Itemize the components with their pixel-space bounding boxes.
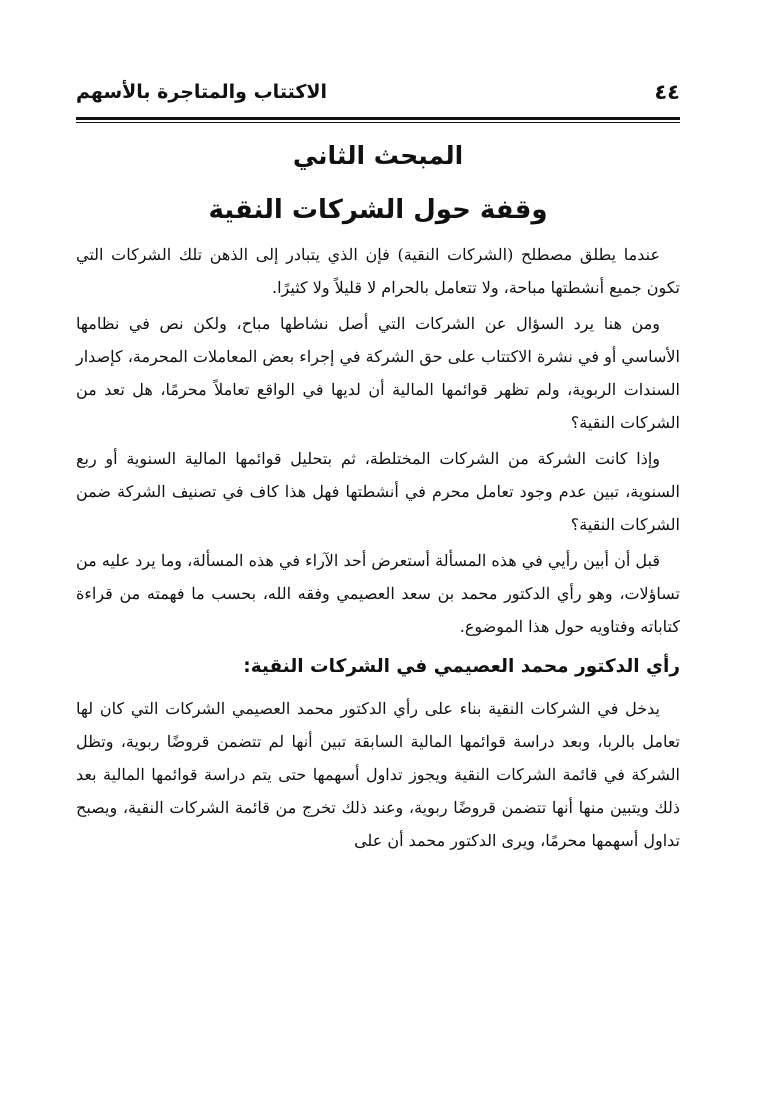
paragraph: قبل أن أبين رأيي في هذه المسألة أستعرض أحد الآراء في هذه المسألة، وما يرد عليه من تساؤلات، وهو رأي الدكتور محمد بن سعد العصيمي وفقه الله، بحسب ما فهمته من قراءة كتاباته وفتاويه حول هذا الموضوع. xyxy=(76,551,680,636)
paragraph: ومن هنا يرد السؤال عن الشركات التي أصل نشاطها مباح، ولكن نص في نظامها الأساسي أو في نشرة الاكتتاب على حق الشركة في إجراء بعض المعاملات المحرمة، كإصدار السندات الربوية، ولم تظهر قوائمها المالية أن لديها في الواقع تعاملاً محرمًا، هل تعد من الشركات النقية؟ xyxy=(76,314,680,432)
page-header xyxy=(76,74,680,114)
paragraph: عندما يطلق مصطلح (الشركات النقية) فإن الذي يتبادر إلى الذهن تلك الشركات التي تكون جميع أنشطتها مباحة، ولا تتعامل بالحرام لا قليلاً ولا كثيرًا. xyxy=(76,245,680,297)
section-label: المبحث الثاني xyxy=(292,141,464,170)
paragraph: وإذا كانت الشركة من الشركات المختلطة، ثم بتحليل قوائمها المالية السنوية أو ربع السنوية، تبين عدم وجود تعامل محرم في أنشطتها فهل هذا كاف في تصنيف الشركة ضمن الشركات النقية؟ xyxy=(76,449,681,534)
header-rule xyxy=(76,117,680,123)
body-text xyxy=(76,238,680,860)
paragraph: يدخل في الشركات النقية بناء على رأي الدكتور محمد العصيمي الشركات التي كان لها تعامل بالربا، وبعد دراسة قوائمها المالية السابقة تبين أنها لم تتضمن قروضًا ربوية، وتظل الشركة في قائمة الشركات النقية ويجوز تداول أسهمها حتى يتم دراسة قوائمها المالية بعد ذلك ويتبين منها أنها تتضمن قروضًا ربوية، وعند ذلك تخرج من قائمة الشركات النقية، ويصبح تداول أسهمها محرمًا، ويرى الدكتور محمد أن على xyxy=(76,699,680,850)
running-title: الاكتتاب والمتاجرة بالأسهم xyxy=(76,81,328,103)
page-number: ٤٤ xyxy=(654,80,680,104)
section-title: وقفة حول الشركات النقية xyxy=(208,195,548,225)
sub-heading: رأي الدكتور محمد العصيمي في الشركات النقية: xyxy=(243,656,680,677)
